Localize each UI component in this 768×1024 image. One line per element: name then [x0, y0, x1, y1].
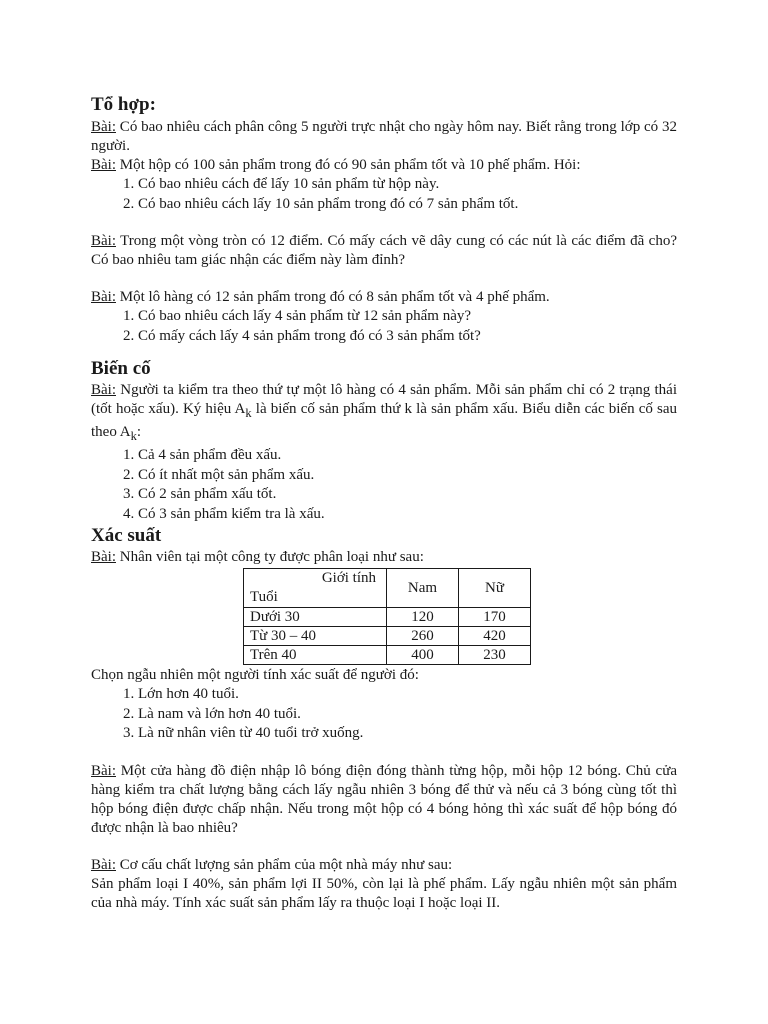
table-row [244, 646, 531, 665]
table-cell: 120 [387, 608, 459, 627]
exercise-text-line: Sản phẩm loại I 40%, sản phẩm lợi II 50%, còn lại là phế phẩm. Lấy ngẫu nhiên một sản phẩm của nhà máy. Tính xác suất sản phẩm lấy ra thuộc loại I hoặc loại II. [91, 875, 677, 911]
exercise-text: : [136, 424, 142, 440]
exercise-text: Người ta kiểm tra theo thứ tự một lô hàng có 4 sản phẩm. Mỗi sản phẩm chỉ có 2 trạng thái (tốt hoặc xấu). Ký hiệu A [91, 382, 677, 417]
exercise-paragraph [91, 156, 677, 175]
table-row [244, 608, 531, 627]
list-item: 1. Cả 4 sản phẩm đều xấu. [138, 446, 677, 466]
table-cell: 230 [459, 646, 531, 665]
exercise-list [91, 446, 677, 524]
table-cell: 260 [387, 627, 459, 646]
exercise-label: Bài: [91, 856, 116, 873]
list-item: 3. Là nữ nhân viên từ 40 tuổi trở xuống. [138, 724, 677, 744]
row-label: Trên 40 [244, 646, 387, 665]
table-row [244, 627, 531, 646]
document-content [91, 94, 677, 913]
exercise-paragraph [91, 762, 677, 838]
exercise-text: Một cửa hàng đồ điện nhập lô bóng điện đóng thành từng hộp, mỗi hộp 12 bóng. Chủ cửa hàng kiểm tra chất lượng bằng cách lấy ngẫu nhiên 3 bóng để thử và nếu cả 3 bóng cùng tốt thì hộp bóng điện được chấp nhận. Nếu trong một hộp có 4 bóng hỏng thì xác suất để hộp bóng đó được nhận là bao nhiêu? [91, 762, 677, 836]
list-item: 2. Có mấy cách lấy 4 sản phẩm trong đó có 3 sản phẩm tốt? [138, 327, 677, 347]
exercise-list [91, 175, 677, 214]
exercise-label: Bài: [91, 382, 116, 398]
list-item: 3. Có 2 sản phẩm xấu tốt. [138, 485, 677, 505]
subscript: k [130, 429, 137, 443]
table-cell: 400 [387, 646, 459, 665]
exercise-text-line: Chọn ngẫu nhiên một người tính xác suất để người đó: [91, 667, 419, 683]
column-header: Nữ [459, 569, 531, 608]
list-item: 2. Có ít nhất một sản phẩm xấu. [138, 466, 677, 486]
table-cell: 420 [459, 627, 531, 646]
table-corner-cell [244, 569, 387, 608]
exercise-text: Một lô hàng có 12 sản phẩm trong đó có 8 sản phẩm tốt và 4 phế phẩm. [116, 289, 550, 305]
row-label: Từ 30 – 40 [244, 627, 387, 646]
list-item: 2. Là nam và lớn hơn 40 tuổi. [138, 705, 677, 725]
list-item: 2. Có bao nhiêu cách lấy 10 sản phẩm trong đó có 7 sản phẩm tốt. [138, 195, 677, 215]
exercise-paragraph [91, 548, 677, 567]
exercise-paragraph [91, 232, 677, 270]
exercise-paragraph [91, 856, 677, 875]
exercise-label: Bài: [91, 762, 116, 779]
exercise-text: Cơ cấu chất lượng sản phẩm của một nhà máy như sau: [116, 856, 453, 873]
row-label: Dưới 30 [244, 608, 387, 627]
table-cell: 170 [459, 608, 531, 627]
section-title-to-hop: Tổ hợp: [91, 94, 156, 115]
exercise-text: Một hộp có 100 sản phẩm trong đó có 90 sản phẩm tốt và 10 phế phẩm. Hỏi: [116, 157, 581, 173]
exercise-paragraph [91, 118, 677, 156]
list-item: 1. Có bao nhiêu cách để lấy 10 sản phẩm từ hộp này. [138, 175, 677, 195]
table-header-row [244, 569, 531, 608]
exercise-text: Trong một vòng tròn có 12 điểm. Có mấy cách vẽ dây cung có các nút là các điểm đã cho? Có bao nhiêu tam giác nhận các điểm này làm đỉnh? [91, 233, 677, 268]
list-item: 4. Có 3 sản phẩm kiểm tra là xấu. [138, 505, 677, 525]
exercise-paragraph [91, 288, 677, 307]
list-item: 1. Có bao nhiêu cách lấy 4 sản phẩm từ 12 sản phẩm này? [138, 307, 677, 327]
employee-table [243, 568, 531, 665]
exercise-text: Nhân viên tại một công ty được phân loại như sau: [116, 549, 424, 565]
exercise-list [91, 307, 677, 346]
exercise-list [91, 685, 677, 744]
column-header: Nam [387, 569, 459, 608]
exercise-label: Bài: [91, 157, 116, 173]
exercise-label: Bài: [91, 289, 116, 305]
section-title-xac-suat: Xác suất [91, 525, 162, 546]
exercise-text: Có bao nhiêu cách phân công 5 người trực nhật cho ngày hôm nay. Biết rằng trong lớp có 32 người. [91, 119, 677, 154]
header-age: Tuổi [250, 589, 278, 605]
exercise-label: Bài: [91, 233, 116, 249]
exercise-text: là biến cố sản phẩm thứ k là sản phẩm xấu. Biểu diễn các biến cố sau theo A [91, 401, 677, 440]
exercise-paragraph [91, 381, 677, 446]
section-title-bien-co: Biến cố [91, 358, 151, 379]
exercise-label: Bài: [91, 549, 116, 565]
subscript: k [245, 406, 252, 420]
header-gender: Giới tính [321, 570, 376, 586]
exercise-label: Bài: [91, 119, 116, 135]
list-item: 1. Lớn hơn 40 tuổi. [138, 685, 677, 705]
